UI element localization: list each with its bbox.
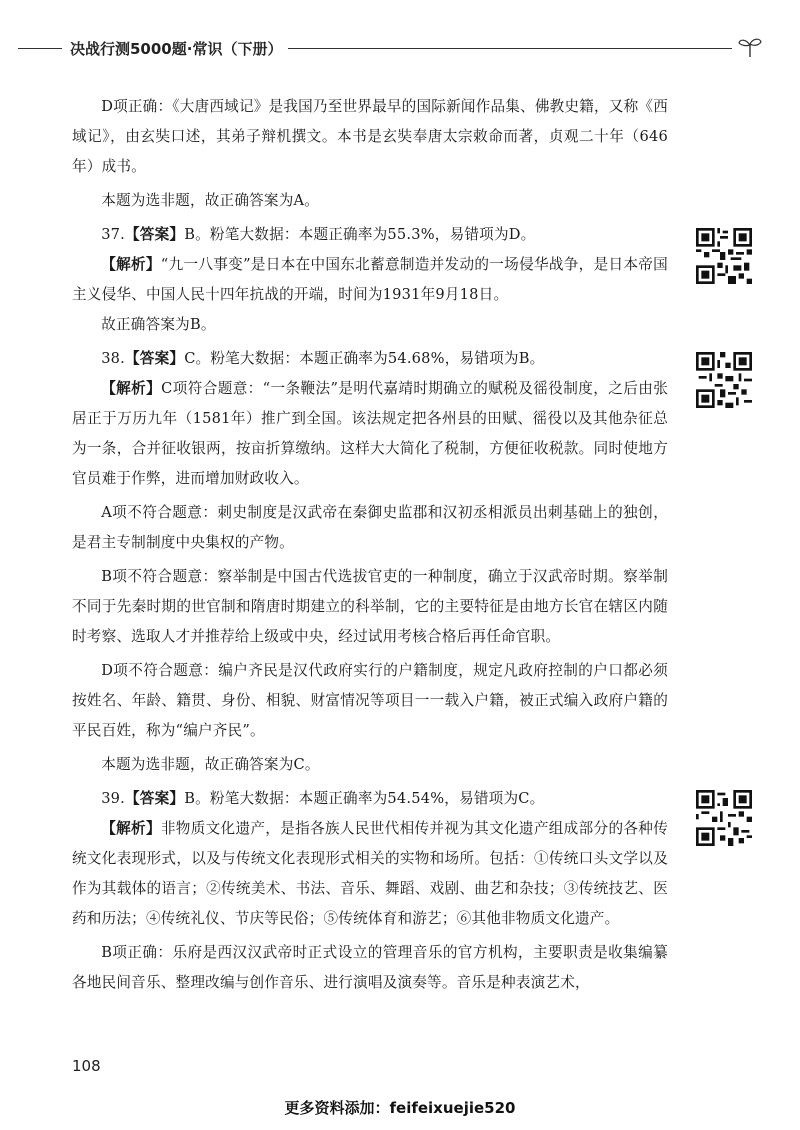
header-title: 决战行测5000题·常识（下册） [70,40,283,58]
q39-answer [72,784,668,814]
q37-answer [72,220,668,250]
q38-option-d: D项不符合题意：编户齐民是汉代政府实行的户籍制度，规定凡政府控制的户口都必须按姓名、年龄、籍贯、身份、相貌、财富情况等项目一一载入户籍，被正式编入政府户籍的平民百姓，称为“编户齐民”。 [72,662,668,739]
q37-answer-text: B。粉笔大数据：本题正确率为55.3%，易错项为D。 [184,226,536,243]
q38-conclusion: 本题为选非题，故正确答案为C。 [101,756,320,773]
q38-analysis-text: C项符合题意：“一条鞭法”是明代嘉靖时期确立的赋税及徭役制度，之后由张居正于万历九年（1581年）推广到全国。该法规定把各州县的田赋、徭役以及其他杂征总为一条，合并征收银两，按亩折算缴纳。这样大大简化了税制，方便征收税款。同时使地方官员难于作弊，进而增加财政收入。 [72,380,668,487]
q37-analysis-text: “九一八事变”是日本在中国东北蓄意制造并发动的一场侵华战争，是日本帝国主义侵华、中国人民十四年抗战的开端，时间为1931年9月18日。 [72,256,668,303]
page-number: 108 [72,1057,101,1075]
q39-answer-text: B。粉笔大数据：本题正确率为54.54%，易错项为C。 [184,790,545,807]
answer-content [72,92,668,998]
q37-number: 37. [101,226,125,243]
q38-option-a: A项不符合题意：刺史制度是汉武帝在秦御史监郡和汉初丞相派员出刺基础上的独创，是君主专制制度中央集权的产物。 [72,504,668,551]
q37-conclusion: 故正确答案为B。 [101,316,216,333]
header-rule-right [288,48,732,49]
analysis-tag: 【解析】 [101,380,162,397]
answer-tag: 【答案】 [125,790,185,807]
running-header [18,36,782,58]
q39-analysis-text: 非物质文化遗产，是指各族人民世代相传并视为其文化遗产组成部分的各种传统文化表现形式，以及与传统文化表现形式相关的实物和场所。包括：①传统口头文学以及作为其载体的语言；②传统美术、书法、音乐、舞蹈、戏剧、曲艺和杂技；③传统技艺、医药和历法；④传统礼仪、节庆等民俗；⑤传统体育和游艺；⑥其他非物质文化遗产。 [72,820,668,927]
sprout-icon [736,36,764,58]
analysis-tag: 【解析】 [101,820,161,837]
q36-conclusion: 本题为选非题，故正确答案为A。 [101,192,320,209]
footer-note: 更多资料添加：feifeixuejie520 [284,1099,516,1117]
answer-tag: 【答案】 [125,350,185,367]
q37-analysis [72,250,668,310]
q38-option-b: B项不符合题意：察举制是中国古代选拔官吏的一种制度，确立于汉武帝时期。察举制不同于先秦时期的世官制和隋唐时期建立的科举制，它的主要特征是由地方长官在辖区内随时考察、选取人才并推荐给上级或中央，经过试用考核合格后再任命官职。 [72,568,668,645]
q38-answer-text: C。粉笔大数据：本题正确率为54.68%，易错项为B。 [184,350,545,367]
analysis-tag: 【解析】 [101,256,161,273]
option-d-explanation: D项正确：《大唐西域记》是我国乃至世界最早的国际新闻作品集、佛教史籍，又称《西域记》，由玄奘口述，其弟子辩机撰文。本书是玄奘奉唐太宗敕命而著，贞观二十年（646年）成书。 [72,98,668,175]
q38-analysis [72,374,668,494]
q38-number: 38. [101,350,125,367]
answer-tag: 【答案】 [125,226,185,243]
q39-number: 39. [101,790,125,807]
qr-code-icon[interactable] [696,352,752,408]
header-rule-left [18,48,62,49]
q39-analysis [72,814,668,934]
qr-code-icon[interactable] [696,790,752,846]
q38-answer [72,344,668,374]
q39-option-b: B项正确：乐府是西汉汉武帝时正式设立的管理音乐的官方机构，主要职责是收集编纂各地民间音乐、整理改编与创作音乐、进行演唱及演奏等。音乐是种表演艺术， [72,944,668,991]
qr-code-icon[interactable] [696,228,752,284]
